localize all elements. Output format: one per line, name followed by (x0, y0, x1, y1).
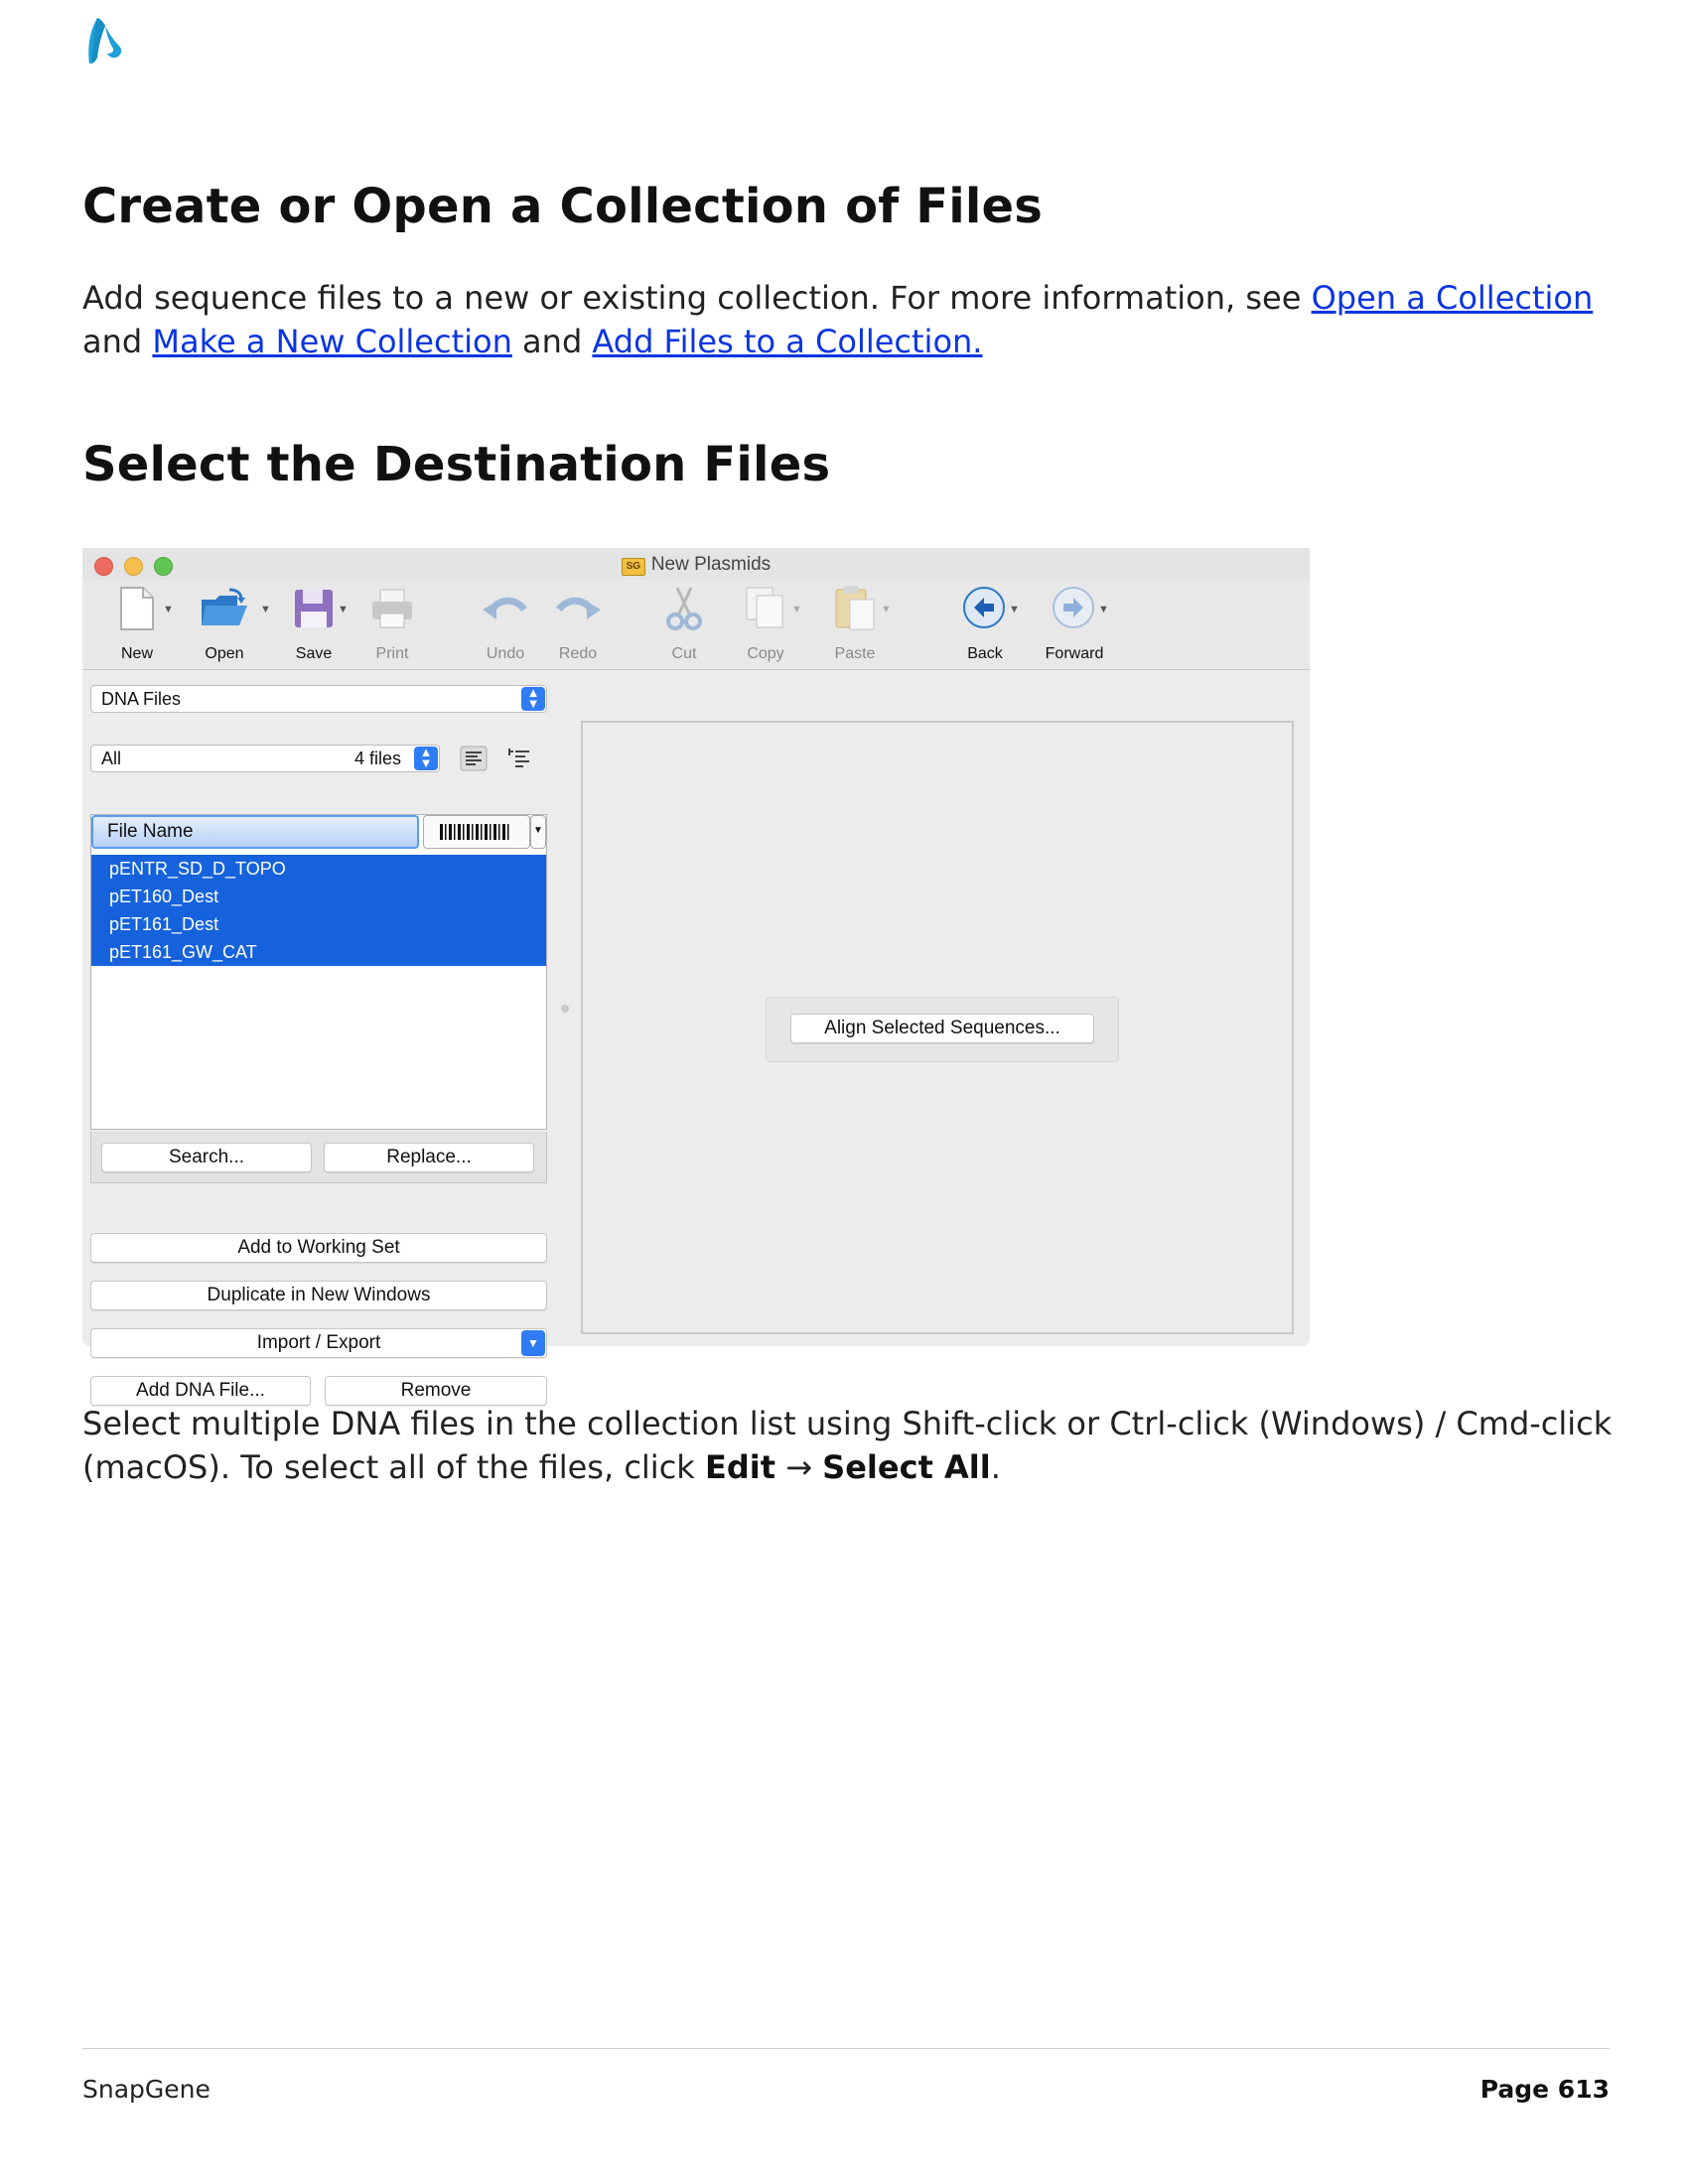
new-dropdown-icon[interactable]: ▼ (163, 604, 174, 615)
replace-button[interactable]: Replace... (324, 1143, 534, 1172)
collection-window (82, 548, 1310, 1401)
paste-clipboard-icon (830, 584, 880, 633)
link-open-a-collection[interactable]: Open a Collection (1311, 279, 1594, 317)
splitter-handle[interactable] (561, 1005, 569, 1013)
save-button[interactable] (274, 584, 353, 667)
para1-text-c: and (511, 323, 593, 360)
list-item[interactable]: pET161_GW_CAT (91, 938, 546, 966)
forward-arrow-icon (1050, 584, 1099, 633)
column-header-barcode[interactable] (423, 815, 530, 849)
paste-button[interactable] (815, 584, 895, 667)
save-disk-icon (291, 584, 337, 633)
back-button[interactable] (945, 584, 1025, 667)
undo-button[interactable] (466, 584, 545, 667)
footer-brand: SnapGene (82, 2075, 211, 2104)
edit-menu-ref: Edit (704, 1448, 776, 1486)
align-selected-sequences-button[interactable]: Align Selected Sequences... (790, 1014, 1094, 1043)
list-item[interactable]: pET161_Dest (91, 910, 546, 938)
back-label: Back (967, 645, 1003, 662)
print-button[interactable] (352, 584, 432, 667)
barcode-icon (424, 816, 529, 848)
file-type-stepper-icon[interactable]: ▲ ▼ (521, 687, 545, 711)
column-header-file-name[interactable]: File Name (91, 815, 419, 849)
remove-button[interactable]: Remove (325, 1376, 547, 1406)
save-dropdown-icon[interactable]: ▼ (338, 604, 349, 615)
align-panel (766, 997, 1119, 1062)
list-item[interactable]: pET160_Dest (91, 883, 546, 910)
back-arrow-icon (960, 584, 1010, 633)
link-add-files-to-a-collection[interactable]: Add Files to a Collection. (592, 323, 983, 360)
cut-label: Cut (671, 645, 697, 662)
footer-divider (82, 2048, 1610, 2049)
new-button[interactable] (97, 584, 177, 667)
paste-label: Paste (834, 645, 876, 662)
file-type-select[interactable] (90, 685, 547, 713)
file-list[interactable] (90, 814, 547, 1130)
copy-dropdown-icon[interactable]: ▼ (791, 604, 802, 615)
new-document-icon (115, 584, 159, 633)
forward-label: Forward (1045, 645, 1104, 662)
filter-stepper-icon[interactable]: ▲ ▼ (414, 747, 438, 770)
add-to-working-set-button[interactable]: Add to Working Set (90, 1233, 547, 1263)
search-replace-panel (90, 1132, 547, 1183)
undo-label: Undo (486, 645, 525, 662)
open-dropdown-icon[interactable]: ▼ (260, 604, 271, 615)
alignment-pane (581, 721, 1294, 1334)
add-dna-file-button[interactable]: Add DNA File... (90, 1376, 311, 1406)
select-all-menu-ref: Select All (822, 1448, 991, 1486)
section-heading-create: Create or Open a Collection of Files (82, 179, 1044, 234)
filter-select[interactable] (90, 745, 440, 772)
sort-order-icon[interactable] (505, 746, 533, 771)
import-export-label: Import / Export (256, 1332, 381, 1353)
copy-label: Copy (747, 645, 784, 662)
new-label: New (120, 645, 153, 662)
scissors-icon (659, 584, 709, 633)
list-item[interactable]: pENTR_SD_D_TOPO (91, 855, 546, 883)
column-menu-chevron-icon[interactable]: ▼ (530, 815, 546, 849)
search-button[interactable]: Search... (101, 1143, 312, 1172)
window-title (82, 554, 1310, 576)
chevron-down-icon: ▼ (521, 1330, 545, 1356)
para2-arrow: → (775, 1448, 823, 1486)
back-dropdown-icon[interactable]: ▼ (1009, 604, 1020, 615)
para1-text-a: Add sequence files to a new or existing collection. For more information, see (82, 279, 1312, 317)
paste-dropdown-icon[interactable]: ▼ (881, 604, 892, 615)
section-heading-select: Select the Destination Files (82, 437, 831, 492)
snapgene-file-icon: SG (622, 558, 645, 576)
printer-icon (368, 584, 416, 633)
open-folder-icon (198, 584, 251, 633)
copy-icon (741, 584, 790, 633)
redo-arrow-icon (553, 584, 603, 633)
snapgene-logo-icon (83, 14, 133, 68)
file-rows (91, 855, 546, 966)
forward-dropdown-icon[interactable]: ▼ (1098, 604, 1109, 615)
file-type-value: DNA Files (101, 689, 182, 709)
page-number: Page 613 (1479, 2075, 1610, 2104)
para2-text-end: . (990, 1448, 1001, 1486)
redo-button[interactable] (538, 584, 618, 667)
para1-text-b: and (82, 323, 153, 360)
para2-text-a: Select multiple DNA files in the collection list using Shift-click or Ctrl-click (Windows) / Cmd-click (macOS). To select all of the files, click (82, 1405, 1613, 1486)
open-label: Open (205, 645, 244, 662)
print-label: Print (375, 645, 409, 662)
file-count: 4 files (353, 749, 401, 768)
cut-button[interactable] (644, 584, 724, 667)
copy-button[interactable] (726, 584, 805, 667)
open-button[interactable] (185, 584, 271, 667)
toolbar (82, 580, 1310, 670)
filter-value: All (101, 749, 122, 768)
instruction-paragraph (82, 1402, 1631, 1489)
import-export-menu-button[interactable] (90, 1328, 547, 1358)
intro-paragraph (82, 276, 1631, 363)
link-make-a-new-collection[interactable]: Make a New Collection (152, 323, 512, 360)
list-view-icon[interactable] (460, 746, 488, 771)
undo-arrow-icon (481, 584, 530, 633)
forward-button[interactable] (1035, 584, 1114, 667)
save-label: Save (295, 645, 333, 662)
window-title-text: New Plasmids (650, 554, 772, 575)
duplicate-in-new-windows-button[interactable]: Duplicate in New Windows (90, 1281, 547, 1310)
redo-label: Redo (558, 645, 598, 662)
title-bar (82, 548, 1310, 580)
